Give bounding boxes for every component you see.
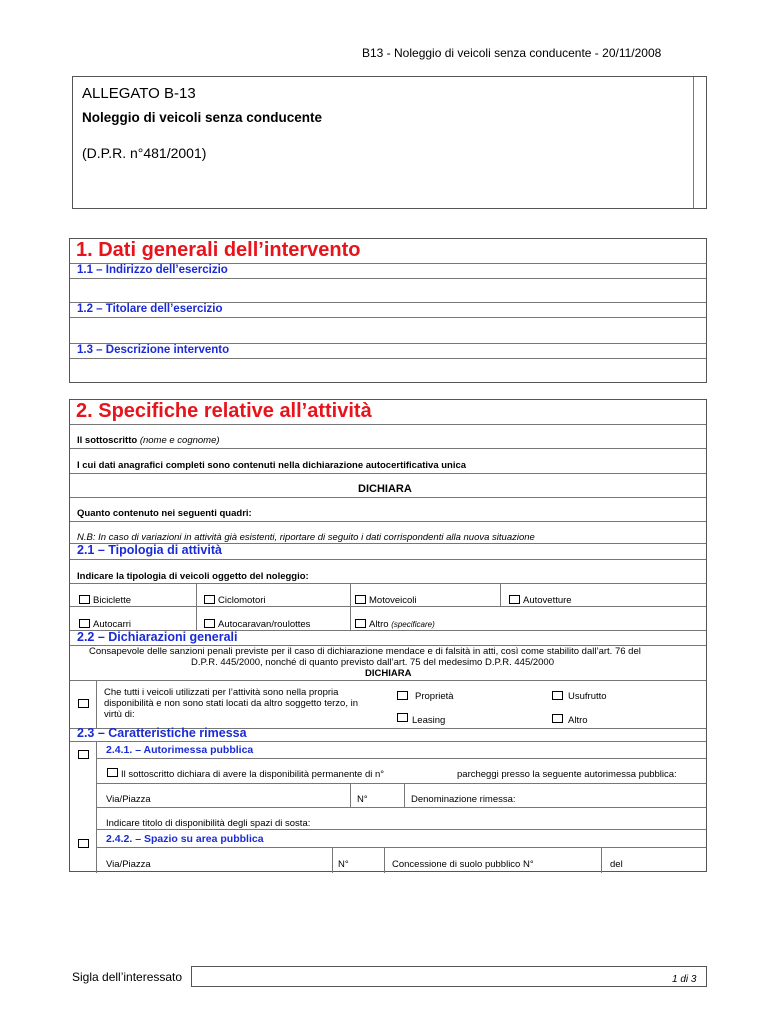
allegato-box	[72, 76, 707, 209]
label-autovetture: Autovetture	[523, 595, 572, 606]
via-piazza-label: Via/Piazza	[106, 794, 151, 805]
dichiara-heading-2: DICHIARA	[365, 668, 412, 679]
dichiara-heading: DICHIARA	[358, 483, 412, 495]
checkbox-spazio-area-pubblica[interactable]	[78, 839, 89, 848]
section-1	[69, 238, 707, 383]
nb-text: N.B: In caso di variazioni in attività già esistenti, riportare di seguito i dati corrispondenti alla nuova situazione	[77, 532, 535, 543]
section-2	[69, 399, 707, 872]
veicoli-line-3: virtù di:	[104, 709, 135, 720]
checkbox-altro-tipologia[interactable]	[355, 619, 366, 628]
label-motoveicoli: Motoveicoli	[369, 595, 417, 606]
sigla-field[interactable]	[191, 966, 707, 987]
veicoli-line-1: Che tutti i veicoli utilizzati per l’attività sono nella propria	[104, 687, 339, 698]
page-number: 1 di 3	[672, 974, 697, 985]
label-proprieta: Proprietà	[415, 691, 454, 702]
veicoli-line-2: disponibilità e non sono stati locati da altro soggetto terzo, in	[104, 698, 359, 709]
subsection-2-2-title: 2.2 – Dichiarazioni generali	[77, 630, 238, 644]
consapevole-line-2: D.P.R. 445/2000, nonché di quanto previsto dall’art. 75 del medesimo D.P.R. 445/2000	[191, 657, 554, 668]
checkbox-veicoli-disponibilita[interactable]	[78, 699, 89, 708]
sigla-label: Sigla dell’interessato	[72, 970, 183, 984]
titolo-disponibilita-label: Indicare titolo di disponibilità degli spazi di sosta:	[106, 818, 311, 829]
subsection-2-3-title: 2.3 – Caratteristiche rimessa	[77, 726, 247, 740]
sottoscritto-label: Il sottoscritto	[77, 435, 138, 446]
numero-label-2: N°	[338, 859, 349, 870]
sottoscritto-hint: (nome e cognome)	[139, 435, 220, 446]
subsection-1-1-title: 1.1 – Indirizzo dell’esercizio	[77, 264, 228, 276]
anagrafici-text: I cui dati anagrafici completi sono contenuti nella dichiarazione autocertificativa unica	[77, 460, 467, 471]
label-ciclomotori: Ciclomotori	[218, 595, 266, 606]
checkbox-proprieta[interactable]	[397, 691, 408, 700]
section-1-title: 1. Dati generali dell’intervento	[76, 239, 361, 261]
checkbox-autocarri[interactable]	[79, 619, 90, 628]
del-label: del	[610, 859, 623, 870]
allegato-ref: (D.P.R. n°481/2001)	[82, 145, 207, 161]
checkbox-usufrutto[interactable]	[552, 691, 563, 700]
concessione-label: Concessione di suolo pubblico N°	[392, 859, 534, 870]
checkbox-disponibilita-permanente[interactable]	[107, 768, 118, 777]
label-autocarri: Autocarri	[93, 619, 132, 630]
document-header: B13 - Noleggio di veicoli senza conducente - 20/11/2008	[362, 46, 662, 60]
denominazione-label: Denominazione rimessa:	[411, 794, 516, 805]
subsection-2-4-1-title: 2.4.1. – Autorimessa pubblica	[106, 744, 254, 756]
altro-text: Altro	[369, 619, 389, 630]
tipologia-instruction: Indicare la tipologia di veicoli oggetto del noleggio:	[77, 571, 309, 582]
altro-hint: (specificare)	[391, 620, 435, 629]
label-altro-disponibilita: Altro	[568, 715, 588, 726]
allegato-title: Noleggio di veicoli senza conducente	[82, 110, 323, 125]
label-leasing: Leasing	[412, 715, 446, 726]
disponibilita-text: Il sottoscritto dichiara di avere la disponibilità permanente di n°	[121, 769, 385, 780]
checkbox-ciclomotori[interactable]	[204, 595, 215, 604]
parcheggi-text: parcheggi presso la seguente autorimessa pubblica:	[457, 769, 677, 780]
quanto-text: Quanto contenuto nei seguenti quadri:	[77, 508, 252, 519]
checkbox-altro-disponibilita[interactable]	[552, 714, 563, 723]
checkbox-autocaravan[interactable]	[204, 619, 215, 628]
consapevole-line-1: Consapevole delle sanzioni penali previste per il caso di dichiarazione mendace e di falsità in atti, così come stabilito dall’art. 76 del	[89, 646, 641, 657]
via-piazza-label-2: Via/Piazza	[106, 859, 151, 870]
subsection-2-1-title: 2.1 – Tipologia di attività	[77, 543, 222, 557]
label-usufrutto: Usufrutto	[568, 691, 607, 702]
subsection-1-2-title: 1.2 – Titolare dell’esercizio	[77, 303, 223, 315]
checkbox-motoveicoli[interactable]	[355, 595, 366, 604]
checkbox-autovetture[interactable]	[509, 595, 520, 604]
allegato-code: ALLEGATO B-13	[82, 85, 196, 102]
label-autocaravan: Autocaravan/roulottes	[218, 619, 311, 630]
section-2-title: 2. Specifiche relative all’attività	[76, 400, 372, 422]
label-biciclette: Biciclette	[93, 595, 132, 606]
label-altro-tipologia	[369, 619, 435, 630]
subsection-1-3-title: 1.3 – Descrizione intervento	[77, 344, 230, 356]
checkbox-biciclette[interactable]	[79, 595, 90, 604]
checkbox-leasing[interactable]	[397, 713, 408, 722]
subsection-2-4-2-title: 2.4.2. – Spazio su area pubblica	[106, 833, 264, 845]
checkbox-autorimessa-pubblica[interactable]	[78, 750, 89, 759]
sottoscritto-row[interactable]	[77, 435, 220, 446]
numero-label: N°	[357, 794, 368, 805]
